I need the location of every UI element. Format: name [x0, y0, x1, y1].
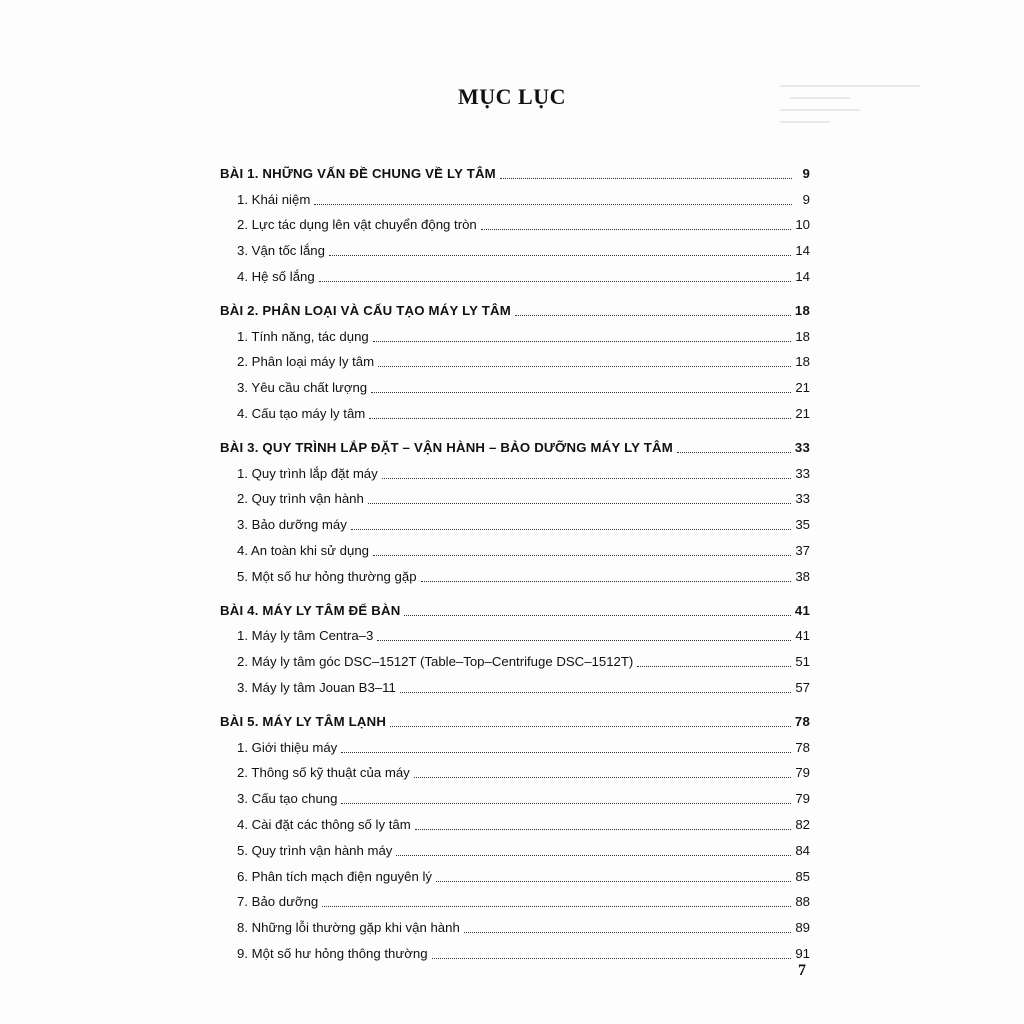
- page-ref: 78: [795, 739, 810, 755]
- page-ref: 18: [794, 302, 810, 318]
- page-ref: 79: [795, 791, 810, 807]
- dot-leader: [421, 581, 792, 582]
- item-label: 2. Phân loại máy ly tâm: [237, 354, 375, 370]
- item-label: 2. Lực tác dụng lên vật chuyển động tròn: [237, 217, 477, 233]
- toc-item-row: [220, 370, 810, 396]
- dot-leader: [371, 392, 791, 393]
- page-ref: 91: [795, 945, 810, 961]
- toc-item-row: [220, 807, 810, 833]
- section-title: BÀI 3. QUY TRÌNH LẮP ĐẶT – VẬN HÀNH – BẢO DƯỠNG MÁY LY TÂM: [220, 439, 673, 455]
- toc-item-row: [220, 482, 810, 508]
- toc-section-row: [220, 293, 810, 319]
- toc-item-row: [220, 833, 810, 859]
- dot-leader: [351, 529, 791, 530]
- item-label: 1. Tính năng, tác dụng: [237, 328, 369, 344]
- dot-leader: [414, 777, 792, 778]
- page-ref: 9: [802, 165, 810, 181]
- dot-leader: [329, 255, 791, 256]
- page-ref: 14: [795, 268, 810, 284]
- item-label: 1. Quy trình lắp đặt máy: [237, 465, 378, 481]
- dot-leader: [404, 615, 791, 616]
- section-spacer: [220, 585, 810, 593]
- page-ref: 51: [795, 654, 810, 670]
- section-spacer: [220, 285, 810, 293]
- item-label: 5. Quy trình vận hành máy: [237, 842, 393, 858]
- toc-item-row: [220, 859, 810, 885]
- page-number: 7: [798, 962, 806, 979]
- dot-leader: [390, 726, 791, 727]
- item-label: 3. Máy ly tâm Jouan B3–11: [237, 679, 396, 695]
- dot-leader: [400, 692, 792, 693]
- item-label: 9. Một số hư hỏng thông thường: [237, 945, 428, 961]
- page-ref: 88: [795, 894, 810, 910]
- item-label: 2. Quy trình vận hành: [237, 491, 364, 507]
- page-ref: 33: [794, 439, 810, 455]
- toc-item-row: [220, 781, 810, 807]
- dot-leader: [637, 666, 791, 667]
- dot-leader: [481, 229, 792, 230]
- item-label: 1. Máy ly tâm Centra–3: [237, 628, 374, 644]
- toc-section-row: [220, 704, 810, 730]
- dot-leader: [415, 829, 792, 830]
- item-label: 6. Phân tích mạch điện nguyên lý: [237, 868, 433, 884]
- dot-leader: [378, 366, 791, 367]
- section-spacer: [220, 696, 810, 704]
- dot-leader: [319, 281, 792, 282]
- item-label: 4. An toàn khi sử dụng: [237, 542, 370, 558]
- dot-leader: [382, 478, 792, 479]
- toc-item-row: [220, 396, 810, 422]
- table-of-contents: [220, 156, 810, 962]
- dot-leader: [373, 341, 792, 342]
- item-label: 7. Bảo dưỡng: [237, 894, 319, 910]
- dot-leader: [368, 503, 792, 504]
- toc-section-row: [220, 156, 810, 182]
- item-label: 3. Cấu tạo chung: [237, 791, 338, 807]
- dot-leader: [373, 555, 791, 556]
- dot-leader: [396, 855, 791, 856]
- dot-leader: [436, 881, 791, 882]
- item-label: 5. Một số hư hỏng thường gặp: [237, 568, 417, 584]
- toc-item-row: [220, 730, 810, 756]
- dot-leader: [432, 958, 792, 959]
- toc-item-row: [220, 670, 810, 696]
- item-label: 3. Vận tốc lắng: [237, 243, 325, 259]
- section-title: BÀI 2. PHÂN LOẠI VÀ CẤU TẠO MÁY LY TÂM: [220, 302, 511, 318]
- item-label: 3. Yêu cầu chất lượng: [237, 380, 368, 396]
- page-ref: 89: [795, 920, 810, 936]
- item-label: 4. Cấu tạo máy ly tâm: [237, 405, 366, 421]
- toc-item-row: [220, 756, 810, 782]
- toc-item-row: [220, 559, 810, 585]
- dot-leader: [322, 906, 791, 907]
- page-ref: 21: [795, 405, 810, 421]
- dot-leader: [677, 452, 791, 453]
- page-ref: 14: [795, 243, 810, 259]
- dot-leader: [341, 803, 791, 804]
- toc-item-row: [220, 619, 810, 645]
- toc-section-row: [220, 593, 810, 619]
- page-ref: 85: [795, 868, 810, 884]
- dot-leader: [369, 418, 791, 419]
- page-ref: 78: [794, 713, 810, 729]
- page-ref: 38: [795, 568, 810, 584]
- section-title: BÀI 1. NHỮNG VẤN ĐỀ CHUNG VỀ LY TÂM: [220, 165, 496, 181]
- page-ref: 41: [795, 628, 810, 644]
- dot-leader: [377, 640, 791, 641]
- item-label: 1. Khái niệm: [237, 191, 311, 207]
- toc-item-row: [220, 259, 810, 285]
- toc-item-row: [220, 936, 810, 962]
- toc-item-row: [220, 208, 810, 234]
- item-label: 2. Thông số kỹ thuật của máy: [237, 765, 410, 781]
- item-label: 3. Bảo dưỡng máy: [237, 517, 347, 533]
- dot-leader: [464, 932, 792, 933]
- page-ref: 82: [795, 816, 810, 832]
- section-spacer: [220, 422, 810, 430]
- toc-item-row: [220, 644, 810, 670]
- page-ref: 10: [795, 217, 810, 233]
- toc-item-row: [220, 319, 810, 345]
- item-label: 8. Những lỗi thường gặp khi vận hành: [237, 920, 460, 936]
- toc-item-row: [220, 182, 810, 208]
- dot-leader: [341, 752, 791, 753]
- page-ref: 57: [795, 679, 810, 695]
- item-label: 4. Cài đặt các thông số ly tâm: [237, 816, 411, 832]
- toc-section-row: [220, 430, 810, 456]
- page-ref: 33: [795, 491, 810, 507]
- page-ref: 18: [795, 354, 810, 370]
- page-ref: 79: [795, 765, 810, 781]
- page-ref: 9: [802, 191, 810, 207]
- page-title: MỤC LỤC: [458, 84, 566, 109]
- page-ref: 21: [795, 380, 810, 396]
- dot-leader: [500, 178, 792, 179]
- page-ref: 33: [795, 465, 810, 481]
- toc-item-row: [220, 533, 810, 559]
- page-ref: 18: [795, 328, 810, 344]
- item-label: 4. Hệ số lắng: [237, 268, 315, 284]
- page-ref: 35: [795, 517, 810, 533]
- item-label: 2. Máy ly tâm góc DSC–1512T (Table–Top–Centrifuge DSC–1512T): [237, 654, 634, 670]
- toc-item-row: [220, 507, 810, 533]
- toc-item-row: [220, 233, 810, 259]
- dot-leader: [515, 315, 791, 316]
- toc-item-row: [220, 910, 810, 936]
- page-ref: 84: [795, 842, 810, 858]
- toc-item-row: [220, 885, 810, 911]
- page-ref: 41: [794, 602, 810, 618]
- toc-item-row: [220, 345, 810, 371]
- item-label: 1. Giới thiệu máy: [237, 739, 338, 755]
- dot-leader: [314, 204, 792, 205]
- section-title: BÀI 4. MÁY LY TÂM ĐỂ BÀN: [220, 602, 401, 618]
- section-title: BÀI 5. MÁY LY TÂM LẠNH: [220, 713, 387, 729]
- page-ref: 37: [795, 542, 810, 558]
- toc-item-row: [220, 456, 810, 482]
